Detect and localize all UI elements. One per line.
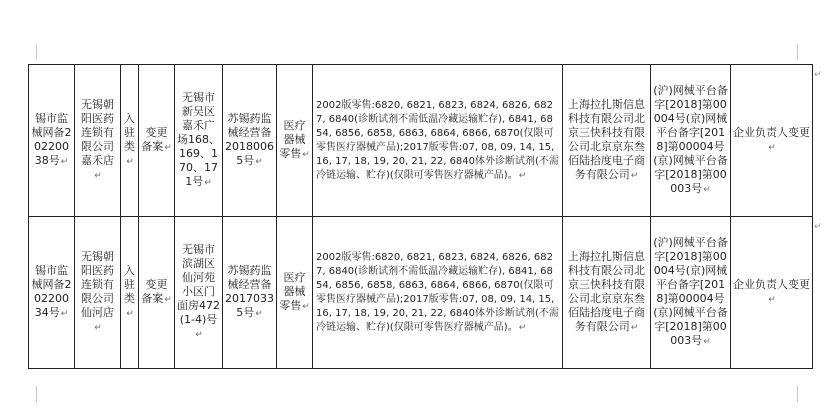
change-item-cell: 企业负责人变更↵ <box>731 217 813 369</box>
corner-mark-top-left <box>36 44 37 60</box>
platform-names-cell: 上海拉扎斯信息科技有限公司北京三快科技有限公司北京京东叁佰陆拾度电子商务有限公司↵ <box>563 217 651 369</box>
record-number-cell: 锡市监械网备20220034号↵ <box>29 217 75 369</box>
corner-mark-bottom-left <box>36 386 37 402</box>
business-category-cell: 医疗器械零售↵ <box>277 65 313 217</box>
business-scope-cell: 2002版零售:6820, 6821, 6823, 6824, 6826, 6827, 6840(诊断试剂不需低温冷藏运输贮存), 6841, 6854, 6856, 6858, 6863, 6864, 6866, 6870(仅限可零售医疗器械产品);2017版零售:07, 08, 09, 14, 15, 16, 17, 18, 19, 20, 21, 22, 6840体外诊断试剂(不需冷链运输、贮存)(仅限可零售医疗器械产品)。↵ <box>313 217 563 369</box>
action-type-cell: 变更备案↵ <box>139 65 175 217</box>
address-cell: 无锡市滨湖区仙河苑小区门面房472(1-4)号↵ <box>175 217 223 369</box>
business-category-cell: 医疗器械零售↵ <box>277 217 313 369</box>
platform-record-cell: (沪)网械平台备字[2018]第00004号(京)网械平台备字[2018]第00004号(京)网械平台备字[2018]第00003号↵ <box>651 65 731 217</box>
platform-record-cell: (沪)网械平台备字[2018]第00004号(京)网械平台备字[2018]第00004号(京)网械平台备字[2018]第00003号↵ <box>651 217 731 369</box>
company-name-cell: 无锡朝阳医药连锁有限公司仙河店↵ <box>75 217 121 369</box>
record-number-cell: 锡市监械网备20220038号↵ <box>29 65 75 217</box>
company-name-cell: 无锡朝阳医药连锁有限公司嘉禾店↵ <box>75 65 121 217</box>
corner-mark-top-right <box>797 44 798 60</box>
corner-mark-bottom-right <box>797 386 798 402</box>
address-cell: 无锡市新吴区嘉禾广场168、169、170、171号↵ <box>175 65 223 217</box>
row-end-mark: ↵ <box>814 70 822 80</box>
entry-type-cell: 入驻类↵ <box>121 65 139 217</box>
row-end-mark: ↵ <box>814 222 822 232</box>
license-number-cell: 苏锡药监械经营备20180065号↵ <box>223 65 277 217</box>
record-table <box>28 64 813 369</box>
entry-type-cell: 入驻类↵ <box>121 217 139 369</box>
license-number-cell: 苏锡药监械经营备20170335号↵ <box>223 217 277 369</box>
action-type-cell: 变更备案↵ <box>139 217 175 369</box>
change-item-cell: 企业负责人变更↵ <box>731 65 813 217</box>
table-row <box>29 65 813 217</box>
table-row <box>29 217 813 369</box>
business-scope-cell: 2002版零售:6820, 6821, 6823, 6824, 6826, 6827, 6840(诊断试剂不需低温冷藏运输贮存), 6841, 6854, 6856, 6858, 6863, 6864, 6866, 6870(仅限可零售医疗器械产品);2017版零售:07, 08, 09, 14, 15, 16, 17, 18, 19, 20, 21, 22, 6840体外诊断试剂(不需冷链运输、贮存)(仅限可零售医疗器械产品)。↵ <box>313 65 563 217</box>
platform-names-cell: 上海拉扎斯信息科技有限公司北京三快科技有限公司北京京东叁佰陆拾度电子商务有限公司↵ <box>563 65 651 217</box>
